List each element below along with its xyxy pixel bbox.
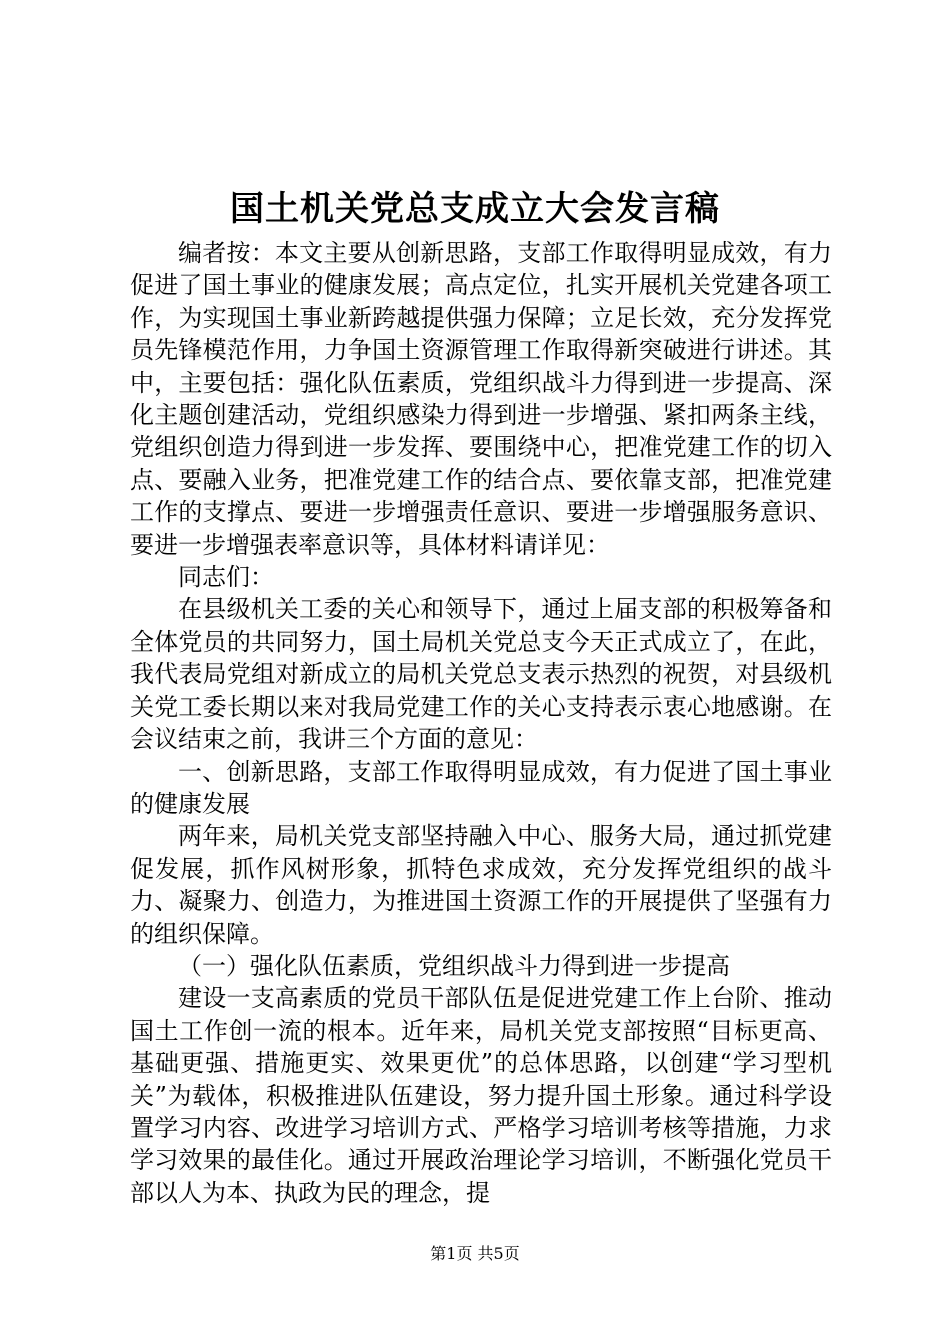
body-paragraph: 两年来，局机关党支部坚持融入中心、服务大局，通过抓党建促发展，抓作风树形象，抓特色求成效，充分发挥党组织的战斗力、凝聚力、创造力，为推进国土资源工作的开展提供了坚强有力的组织保障。 [130,822,832,948]
editor-note-paragraph: 编者按：本文主要从创新思路，支部工作取得明显成效，有力促进了国土事业的健康发展；高点定位，扎实开展机关党建各项工作，为实现国土事业新跨越提供强力保障；立足长效，充分发挥党员先锋模范作用，力争国土资源管理工作取得新突破进行讲述。其中，主要包括：强化队伍素质，党组织战斗力得到进一步提高、深化主题创建活动，党组织感染力得到进一步增强、紧扣两条主线，党组织创造力得到进一步发挥、要围绕中心，把准党建工作的切入点、要融入业务，把准党建工作的结合点、要依靠支部，把准党建工作的支撑点、要进一步增强责任意识、要进一步增强服务意识、要进一步增强表率意识等，具体材料请详见： [130,239,832,559]
document-body [130,237,832,1209]
greeting-paragraph: 同志们： [178,563,274,592]
body-paragraph: 在县级机关工委的关心和领导下，通过上届支部的积极筹备和全体党员的共同努力，国土局机关党总支今天正式成立了，在此，我代表局党组对新成立的局机关党总支表示热烈的祝贺，对县级机关党工委长期以来对我局党建工作的关心支持表示衷心地感谢。在会议结束之前，我讲三个方面的意见： [130,595,832,754]
subsection-heading: （一）强化队伍素质，党组织战斗力得到进一步提高 [178,951,730,980]
section-heading: 一、创新思路，支部工作取得明显成效，有力促进了国土事业的健康发展 [130,757,832,818]
page-footer: 第1页 共5页 [430,1244,520,1263]
document-title: 国土机关党总支成立大会发言稿 [230,189,720,229]
body-paragraph: 建设一支高素质的党员干部队伍是促进党建工作上台阶、推动国土工作创一流的根本。近年来，局机关党支部按照“目标更高、基础更强、措施更实、效果更优”的总体思路，以创建“学习型机关”为载体，积极推进队伍建设，努力提升国土形象。通过科学设置学习内容、改进学习培训方式、严格学习培训考核等措施，力求学习效果的最佳化。通过开展政治理论学习培训，不断强化党员干部以人为本、执政为民的理念，提 [130,984,832,1207]
